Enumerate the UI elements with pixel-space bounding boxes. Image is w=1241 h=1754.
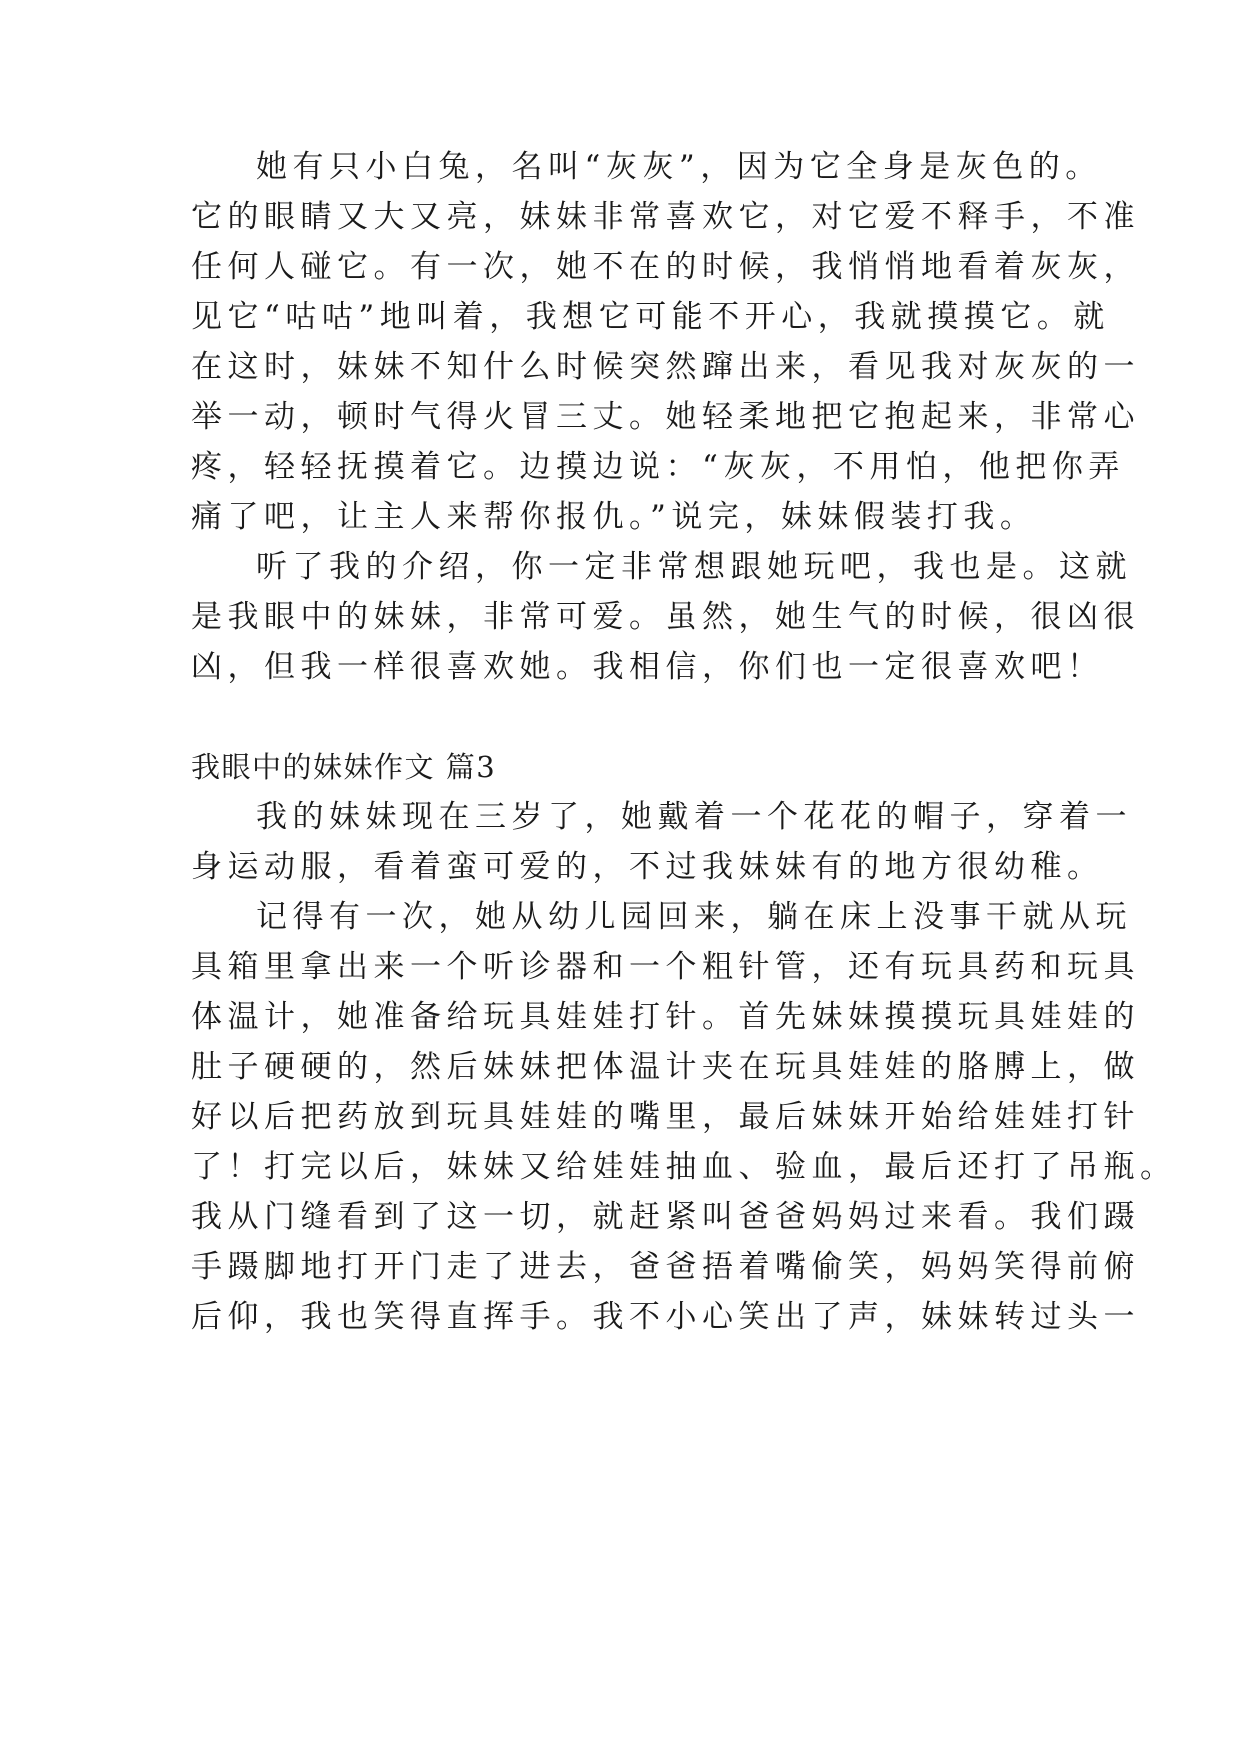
paragraph-1-line-1: 她有只小白兔，名叫“灰灰”，因为它全身是灰色的。 (256, 149, 1102, 185)
paragraph-2-line-1: 听了我的介绍，你一定非常想跟她玩吧，我也是。这就 (256, 549, 1132, 585)
paragraph-1-line-3: 任何人碰它。有一次，她不在的时候，我悄悄地看着灰灰， (191, 249, 1140, 285)
paragraph-4-line-2: 具箱里拿出来一个听诊器和一个粗针管，还有玩具药和玩具 (191, 949, 1140, 985)
paragraph-4-line-5: 好以后把药放到玩具娃娃的嘴里，最后妹妹开始给娃娃打针 (191, 1099, 1140, 1135)
paragraph-1-line-6: 举一动，顿时气得火冒三丈。她轻柔地把它抱起来，非常心 (191, 399, 1140, 435)
paragraph-3-line-1: 我的妹妹现在三岁了，她戴着一个花花的帽子，穿着一 (256, 799, 1132, 835)
paragraph-4-line-1: 记得有一次，她从幼儿园回来，躺在床上没事干就从玩 (256, 899, 1132, 935)
section-heading: 我眼中的妹妹作文 篇3 (191, 750, 497, 784)
paragraph-4-line-3: 体温计，她准备给玩具娃娃打针。首先妹妹摸摸玩具娃娃的 (191, 999, 1140, 1035)
paragraph-4-line-6: 了！打完以后，妹妹又给娃娃抽血、验血，最后还打了吊瓶。 (191, 1149, 1177, 1185)
paragraph-3-line-2: 身运动服，看着蛮可爱的，不过我妹妹有的地方很幼稚。 (191, 849, 1104, 885)
paragraph-1-line-2: 它的眼睛又大又亮，妹妹非常喜欢它，对它爱不释手，不准 (191, 199, 1140, 235)
paragraph-4-line-4: 肚子硬硬的，然后妹妹把体温计夹在玩具娃娃的胳膊上，做 (191, 1049, 1140, 1085)
paragraph-4-line-7: 我从门缝看到了这一切，就赶紧叫爸爸妈妈过来看。我们蹑 (191, 1199, 1140, 1235)
paragraph-1-line-4: 见它“咕咕”地叫着，我想它可能不开心，我就摸摸它。就 (191, 299, 1110, 335)
paragraph-2-line-2: 是我眼中的妹妹，非常可爱。虽然，她生气的时候，很凶很 (191, 599, 1140, 635)
paragraph-2-line-3: 凶，但我一样很喜欢她。我相信，你们也一定很喜欢吧！ (191, 649, 1104, 685)
paragraph-1-line-5: 在这时，妹妹不知什么时候突然蹿出来，看见我对灰灰的一 (191, 349, 1140, 385)
paragraph-4-line-9: 后仰，我也笑得直挥手。我不小心笑出了声，妹妹转过头一 (191, 1299, 1140, 1335)
paragraph-1-line-8: 痛了吧，让主人来帮你报仇。”说完，妹妹假装打我。 (191, 499, 1037, 535)
paragraph-4-line-8: 手蹑脚地打开门走了进去，爸爸捂着嘴偷笑，妈妈笑得前俯 (191, 1249, 1140, 1285)
paragraph-1-line-7: 疼，轻轻抚摸着它。边摸边说：“灰灰，不用怕，他把你弄 (191, 449, 1125, 485)
